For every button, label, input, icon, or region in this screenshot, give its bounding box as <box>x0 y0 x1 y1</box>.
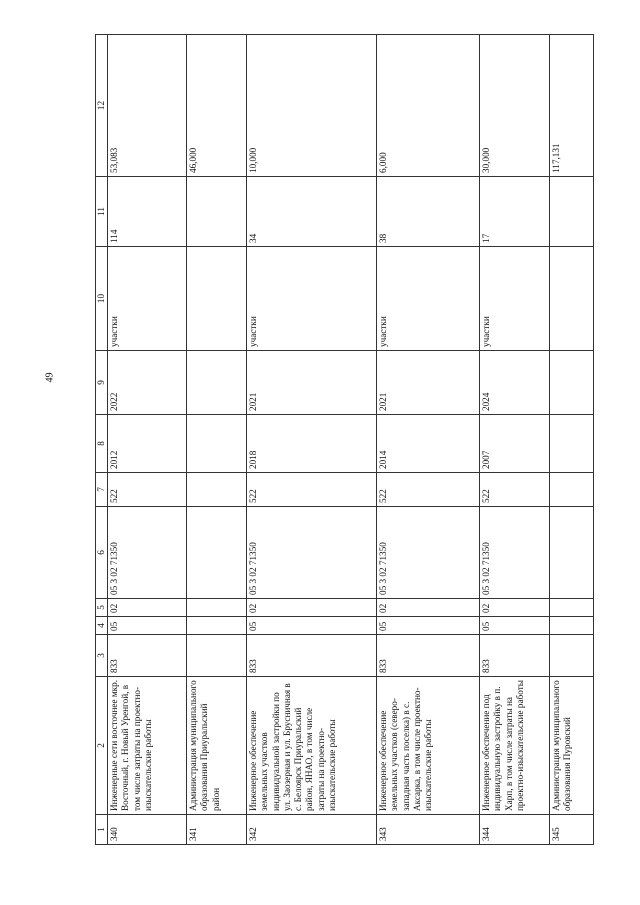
amount: 30,000 <box>480 35 550 177</box>
column-header: 3 <box>96 635 108 677</box>
column-number-row <box>96 35 108 845</box>
start-year: 2007 <box>480 415 550 473</box>
column-header: 5 <box>96 599 108 617</box>
subsection-code: 02 <box>480 599 550 617</box>
row-number: 345 <box>550 815 594 845</box>
table-row <box>187 35 247 845</box>
capacity: 17 <box>480 177 550 247</box>
column-header: 4 <box>96 617 108 635</box>
end-year <box>550 351 594 415</box>
row-number: 344 <box>480 815 550 845</box>
column-header: 11 <box>96 177 108 247</box>
amount: 10,000 <box>247 35 377 177</box>
ministry-code: 833 <box>108 635 187 677</box>
column-header: 6 <box>96 507 108 599</box>
capacity: 38 <box>377 177 480 247</box>
table-row <box>108 35 187 845</box>
target-article <box>550 507 594 599</box>
object-name: Инженерные сети восточнее мкр. Восточный, г. Новый Уренгой, в том числе затраты на проектно-изыскательские работы <box>108 677 187 815</box>
amount: 6,000 <box>377 35 480 177</box>
ministry-code: 833 <box>480 635 550 677</box>
row-number: 343 <box>377 815 480 845</box>
expense-type <box>550 473 594 507</box>
section-code: 05 <box>480 617 550 635</box>
row-number: 342 <box>247 815 377 845</box>
object-name: Администрация муниципального образования Приуральский район <box>187 677 247 815</box>
target-article <box>187 507 247 599</box>
target-article: 05 3 02 71350 <box>108 507 187 599</box>
section-code: 05 <box>247 617 377 635</box>
column-header: 10 <box>96 247 108 351</box>
unit: участки <box>108 247 187 351</box>
unit: участки <box>480 247 550 351</box>
subsection-code <box>550 599 594 617</box>
capacity: 114 <box>108 177 187 247</box>
start-year <box>187 415 247 473</box>
object-name: Инженерное обеспечение земельных участков (северо-западная часть поселка) в с. Аксарка, в том числе проектно-изыскательские работы <box>377 677 480 815</box>
ministry-code: 833 <box>377 635 480 677</box>
expense-type: 522 <box>108 473 187 507</box>
column-header: 8 <box>96 415 108 473</box>
column-header: 9 <box>96 351 108 415</box>
ministry-code: 833 <box>247 635 377 677</box>
capacity: 34 <box>247 177 377 247</box>
ministry-code <box>550 635 594 677</box>
section-code <box>550 617 594 635</box>
subsection-code: 02 <box>247 599 377 617</box>
unit: участки <box>247 247 377 351</box>
subsection-code: 02 <box>377 599 480 617</box>
section-code: 05 <box>377 617 480 635</box>
budget-table <box>95 34 594 845</box>
start-year <box>550 415 594 473</box>
table-row <box>377 35 480 845</box>
row-number: 341 <box>187 815 247 845</box>
amount: 46,000 <box>187 35 247 177</box>
row-number: 340 <box>108 815 187 845</box>
section-code: 05 <box>108 617 187 635</box>
table-row <box>247 35 377 845</box>
target-article: 05 3 02 71350 <box>377 507 480 599</box>
subsection-code <box>187 599 247 617</box>
table-container <box>95 35 595 845</box>
amount: 117,131 <box>550 35 594 177</box>
end-year <box>187 351 247 415</box>
expense-type <box>187 473 247 507</box>
target-article: 05 3 02 71350 <box>247 507 377 599</box>
subsection-code: 02 <box>108 599 187 617</box>
end-year: 2021 <box>247 351 377 415</box>
object-name: Инженерное обеспечение под индивидуальную застройку в п. Харп, в том числе затраты на проектно-изыскательские работы <box>480 677 550 815</box>
page-number: 49 <box>44 372 56 383</box>
target-article: 05 3 02 71350 <box>480 507 550 599</box>
expense-type: 522 <box>480 473 550 507</box>
end-year: 2022 <box>108 351 187 415</box>
expense-type: 522 <box>377 473 480 507</box>
start-year: 2018 <box>247 415 377 473</box>
start-year: 2014 <box>377 415 480 473</box>
column-header: 2 <box>96 677 108 815</box>
unit <box>550 247 594 351</box>
table-row <box>480 35 550 845</box>
column-header: 1 <box>96 815 108 845</box>
table-row <box>550 35 594 845</box>
amount: 53,083 <box>108 35 187 177</box>
end-year: 2024 <box>480 351 550 415</box>
column-header: 12 <box>96 35 108 177</box>
start-year: 2012 <box>108 415 187 473</box>
column-header: 7 <box>96 473 108 507</box>
unit: участки <box>377 247 480 351</box>
ministry-code <box>187 635 247 677</box>
capacity <box>550 177 594 247</box>
rotated-table-frame <box>95 35 595 845</box>
expense-type: 522 <box>247 473 377 507</box>
object-name: Администрация муниципального образования Пуровский <box>550 677 594 815</box>
end-year: 2021 <box>377 351 480 415</box>
unit <box>187 247 247 351</box>
section-code <box>187 617 247 635</box>
capacity <box>187 177 247 247</box>
object-name: Инженерное обеспечение земельных участков индивидуальной застройки по ул. Заозерная и ул. Брусничная в с. Белоярск Приуральский район, ЯНАО, в том числе затраты на проектно-изыскательские работы <box>247 677 377 815</box>
